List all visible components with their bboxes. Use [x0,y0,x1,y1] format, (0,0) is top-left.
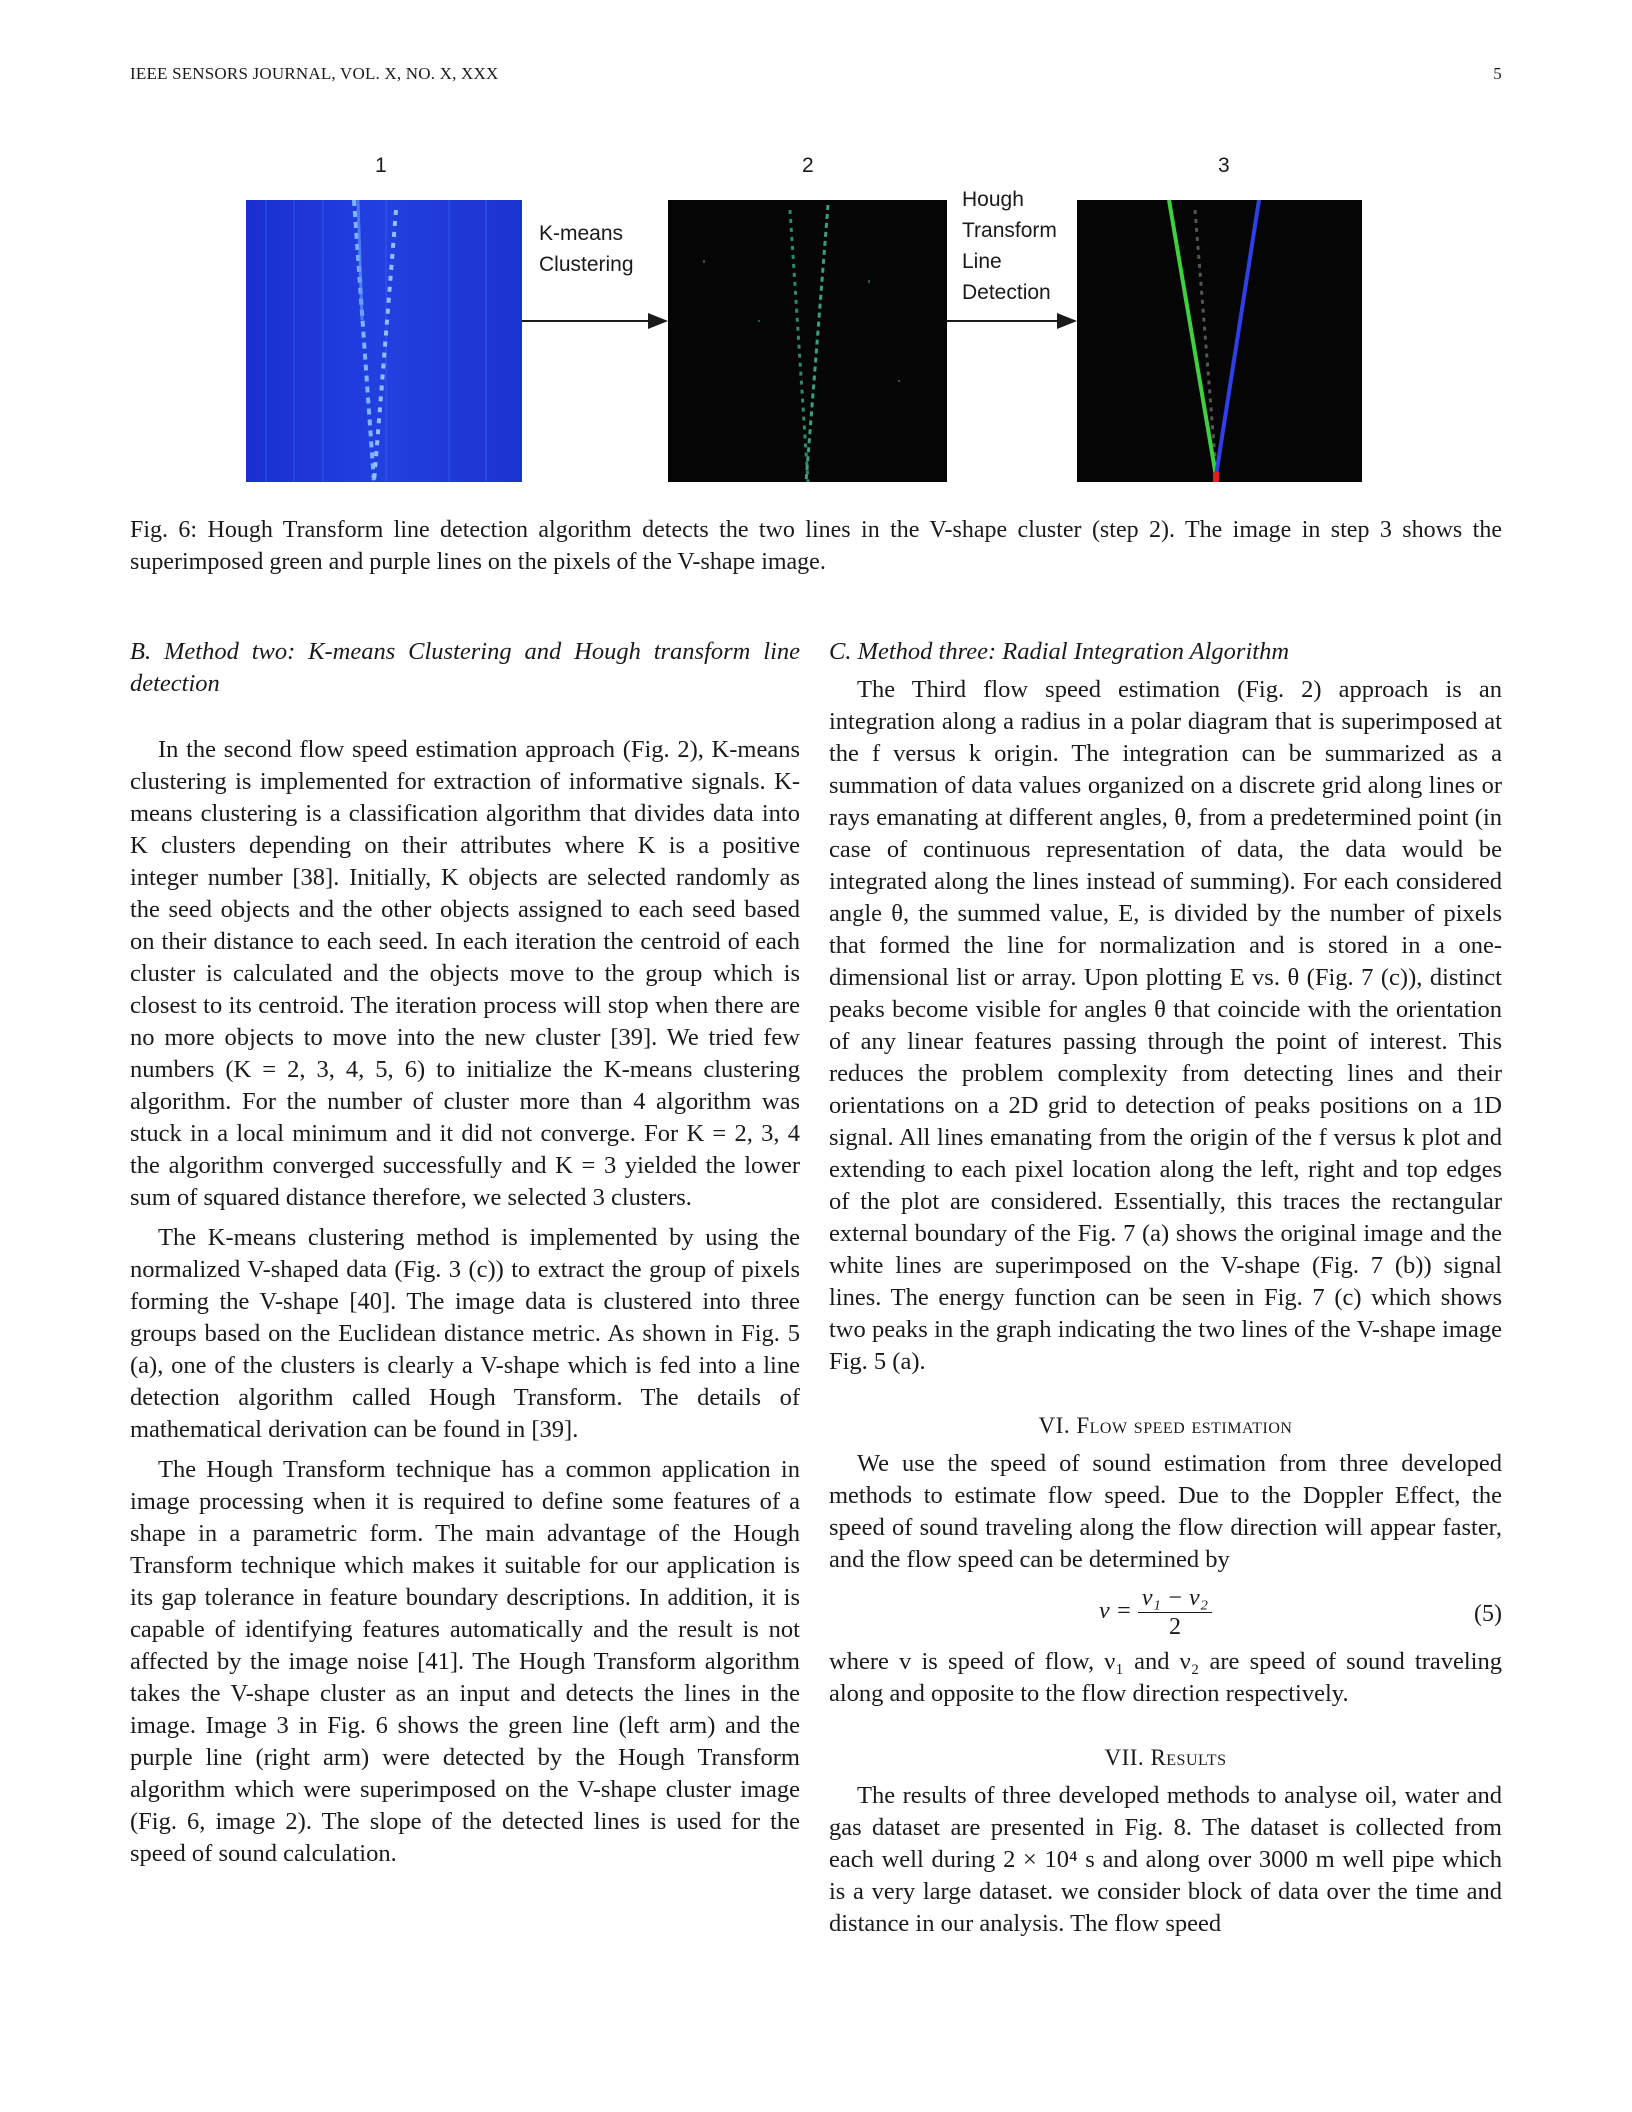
subsection-heading-b: B. Method two: K-means Clustering and Hough transform line detection [130,638,800,697]
right-column [829,636,1502,1940]
paragraph-flow-speed: We use the speed of sound estimation from three developed methods to estimate flow speed. Due to the Doppler Effect, the speed of sound traveling along the flow direction will appear faster, and the flow speed can be determined by [829,1450,1502,1573]
equation-number: (5) [1474,1601,1502,1627]
equation-5 [829,1576,1502,1646]
panel-hough-lines-image [1077,200,1362,482]
figure-6 [0,0,1632,600]
figure-caption: Fig. 6: Hough Transform line detection algorithm detects the two lines in the V-shape cluster (step 2). The image in step 3 shows the superimposed green and purple lines on the pixels of the V-shape image. [130,517,1502,575]
section-heading-results: VII. Results [1104,1745,1227,1770]
arrow-kmeans [522,311,668,331]
journal-title: IEEE SENSORS JOURNAL, VOL. X, NO. X, XXX [130,64,499,83]
label-kmeans: K-means Clustering [539,222,634,276]
step-number-2: 2 [802,154,814,177]
label-hough: Hough Transform Line Detection [962,188,1057,304]
arrow-hough [947,311,1077,331]
subsection-heading-c: C. Method three: Radial Integration Algorithm [829,638,1290,665]
step-number-3: 3 [1218,154,1230,177]
paragraph-kmeans-intro: In the second flow speed estimation approach (Fig. 2), K-means clustering is implemented for extraction of informative signals. K-means clustering is a classification algorithm that divides data into K clusters depending on their attributes where K is a positive integer number [38]. Initially, K objects are selected randomly as the seed objects and the other objects assigned to each seed based on their distance to each seed. In each iteration the centroid of each cluster is calculated and the objects move to the group which is closest to its centroid. The iteration process will stop when there are no more objects to move into the new cluster [39]. We tried few numbers (K = 2, 3, 4, 5, 6) to initialize the K-means clustering algorithm. For the number of cluster more than 4 algorithm was stuck in a local minimum and it did not converge. For K = 2, 3, 4 the algorithm converged successfully and K = 3 yielded the lower sum of squared distance therefore, we selected 3 clusters. [130,736,800,1211]
page-number: 5 [1493,64,1502,83]
step-number-1: 1 [375,154,387,177]
left-column [130,636,800,1870]
panel-clustered-vshape-image [668,200,947,482]
section-heading-flow-speed: VI. Flow speed estimation [1038,1413,1293,1438]
paragraph-equation-where: where v is speed of flow, ν₁ and ν₂ are speed of sound traveling along and opposite to the flow direction respectively. [829,1648,1502,1707]
equation-lhs: v = [1099,1598,1132,1625]
equation-numerator: ν₁ − ν₂ [1138,1584,1212,1613]
paragraph-results: The results of three developed methods to analyse oil, water and gas dataset are presented in Fig. 8. The dataset is collected from each well during 2 × 10⁴ s and along over 3000 m well pipe which is a very large dataset. we consider block of data over the time and distance in our analysis. The flow speed [829,1782,1502,1937]
panel-raw-vshape-image [246,200,522,482]
equation-denominator: 2 [1168,1614,1181,1640]
paragraph-kmeans-method: The K-means clustering method is implemented by using the normalized V-shaped data (Fig. 3 (c)) to extract the group of pixels forming the V-shape [40]. The image data is clustered into three groups based on the Euclidean distance metric. As shown in Fig. 5 (a), one of the clusters is clearly a V-shape which is fed into a line detection algorithm called Hough Transform. The details of mathematical derivation can be found in [39]. [130,1224,800,1443]
paragraph-hough: The Hough Transform technique has a common application in image processing when it is required to define some features of a shape in a parametric form. The main advantage of the Hough Transform technique which makes it suitable for our application is its gap tolerance in feature boundary descriptions. In addition, it is capable of identifying features automatically and the result is not affected by the image noise [41]. The Hough Transform algorithm takes the V-shape cluster as an input and detects the lines in the image. Image 3 in Fig. 6 shows the green line (left arm) and the purple line (right arm) were detected by the Hough Transform algorithm which were superimposed on the V-shape cluster image (Fig. 6, image 2). The slope of the detected lines is used for the speed of sound calculation. [130,1456,800,1867]
paragraph-radial-integration: The Third flow speed estimation (Fig. 2) approach is an integration along a radius in a polar diagram that is superimposed at the f versus k origin. The integration can be summarized as a summation of data values organized on a discrete grid along lines or rays emanating at different angles, θ, from a predetermined point (in case of continuous representation of data, the data would be integrated along the lines instead of summing). For each considered angle θ, the summed value, E, is divided by the number of pixels that formed the line for normalization and is stored in a one-dimensional list or array. Upon plotting E vs. θ (Fig. 7 (c)), distinct peaks become visible for angles θ that coincide with the orientation of any linear features passing through the point of interest. This reduces the problem complexity from detecting lines and their orientations on a 2D grid to detection of peaks positions on a 1D signal. All lines emanating from the origin of the f versus k plot and extending to each pixel location along the left, right and top edges of the plot are considered. Essentially, this traces the rectangular external boundary of the Fig. 7 (a) shows the original image and the white lines are superimposed on the V-shape (Fig. 7 (b)) signal lines. The energy function can be seen in Fig. 7 (c) which shows two peaks in the graph indicating the two lines of the V-shape image Fig. 5 (a). [829,676,1502,1375]
